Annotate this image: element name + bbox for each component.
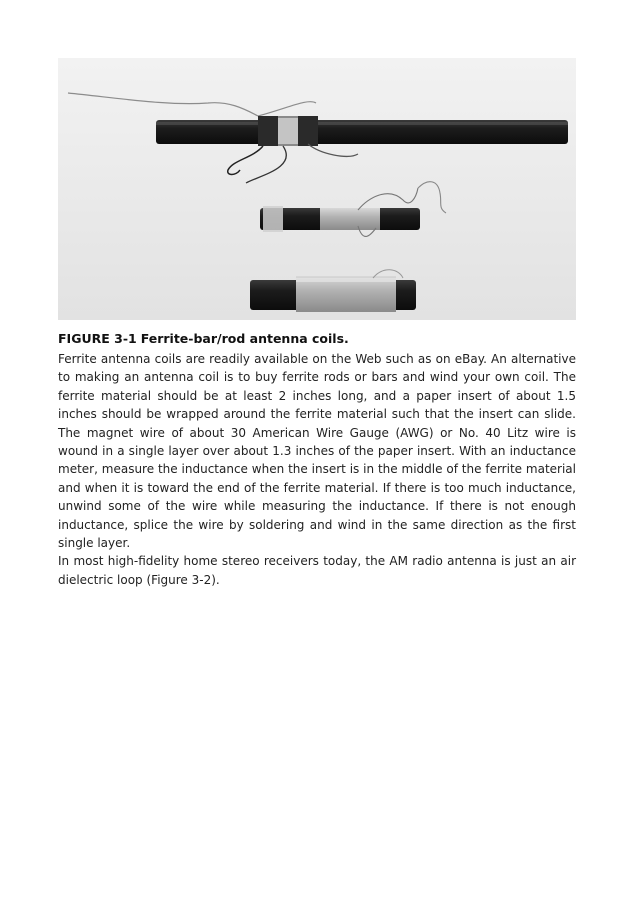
figure-title: Ferrite-bar/rod antenna coils. <box>140 331 349 346</box>
ferrite-rod-coils-illustration <box>58 58 576 320</box>
figure-photo <box>58 58 576 320</box>
figure-label: FIGURE 3-1 <box>58 331 137 346</box>
paragraph: Ferrite antenna coils are readily available on the Web such as on eBay. An alternative to making an antenna coil is to buy ferrite rods or bars and wind your own coil. The ferrite material should be at least 2 inches long, and a paper insert of about 1.5 inches should be wrapped around the ferrite material such that the insert can slide. The magnet wire of about 30 American Wire Gauge (AWG) or No. 40 Litz wire is wound in a single layer over about 1.3 inches of the paper insert. With an inductance meter, measure the inductance when the insert is in the middle of the ferrite material and when it is toward the end of the ferrite material. If there is too much inductance, unwind some of the wire while measuring the inductance. If there is not enough inductance, splice the wire by soldering and wind in the same direction as the first single layer. <box>58 352 576 551</box>
figure-caption <box>58 330 576 348</box>
body-text <box>58 350 576 589</box>
paragraph: In most high-fidelity home stereo receivers today, the AM radio antenna is just an air dielectric loop (Figure 3-2). <box>58 554 576 587</box>
